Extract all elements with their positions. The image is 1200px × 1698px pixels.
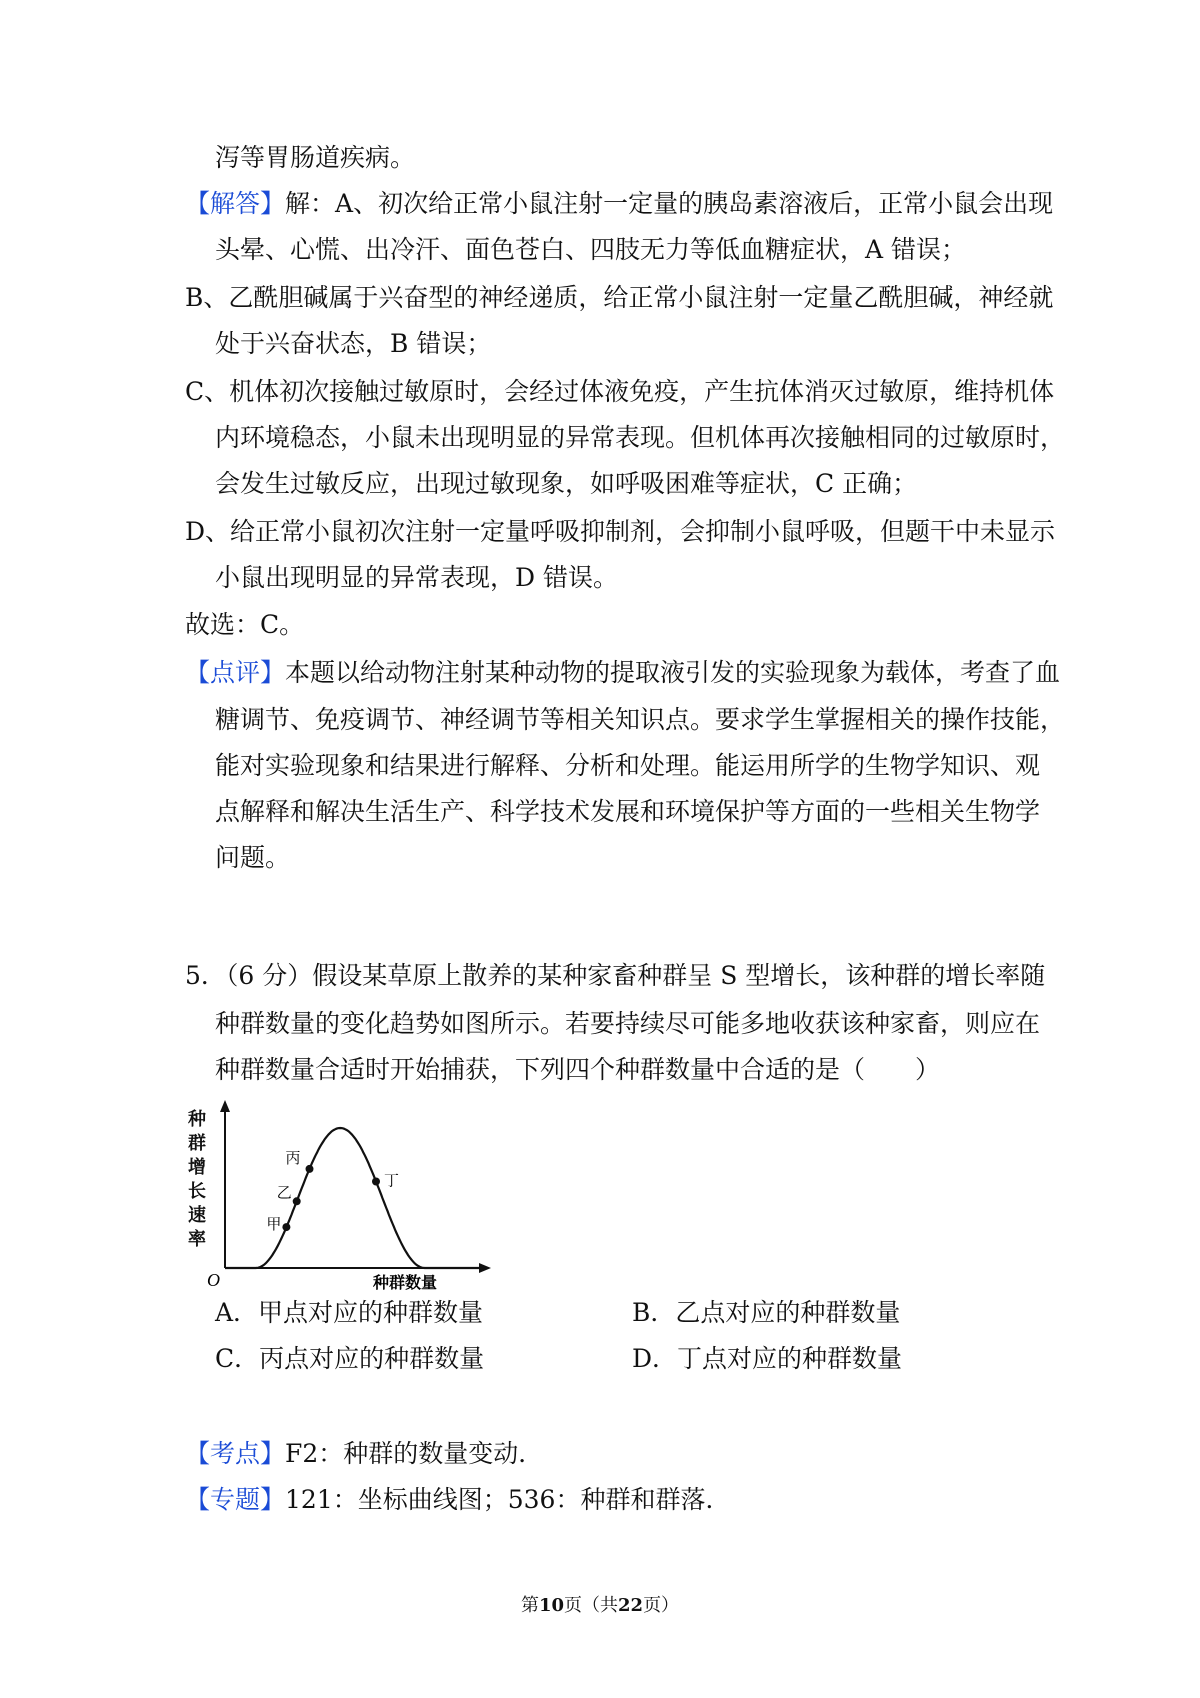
y-axis-arrow bbox=[220, 1100, 230, 1112]
x-axis-label: 种群数量 bbox=[373, 1273, 438, 1290]
option-d-line-2: 小鼠出现明显的异常表现，D 错误。 bbox=[215, 563, 618, 592]
answer-text: 解：A、初次给正常小鼠注射一定量的胰岛素溶液后，正常小鼠会出现 bbox=[285, 189, 1054, 218]
zhuanti-tag: 【专题】 bbox=[185, 1485, 286, 1514]
point-甲 bbox=[282, 1223, 290, 1231]
kaodian-tag: 【考点】 bbox=[185, 1439, 286, 1468]
footer-middle: 页（共 bbox=[564, 1595, 618, 1616]
answer-line-2: 头晕、心慌、出冷汗、面色苍白、四肢无力等低血糖症状，A 错误； bbox=[215, 235, 967, 264]
kaodian-line bbox=[185, 1436, 543, 1472]
choice-line: 故选：C。 bbox=[185, 610, 305, 639]
question5-line-3: 种群数量合适时开始捕获，下列四个种群数量中合适的是（ ） bbox=[215, 1055, 941, 1084]
option-c-line-3: 会发生过敏反应，出现过敏现象，如呼吸困难等症状，C 正确； bbox=[215, 469, 918, 498]
zhuanti-text: 121：坐标曲线图；536：种群和群落． bbox=[285, 1485, 731, 1514]
point-乙 bbox=[293, 1197, 301, 1205]
growth-rate-chart bbox=[185, 1100, 495, 1290]
chart-ylabel: 种群增长速率 bbox=[188, 1109, 206, 1250]
page-footer bbox=[0, 1594, 1200, 1618]
zhuanti-line bbox=[185, 1482, 730, 1518]
growth-curve bbox=[225, 1128, 481, 1268]
option-c-line-1: C、机体初次接触过敏原时，会经过体液免疫，产生抗体消灭过敏原，维持机体 bbox=[185, 377, 1055, 406]
footer-total: 22 bbox=[618, 1595, 644, 1616]
comment-line-2: 糖调节、免疫调节、神经调节等相关知识点。要求学生掌握相关的操作技能， bbox=[215, 705, 1066, 734]
question5-line-2: 种群数量的变化趋势如图所示。若要持续尽可能多地收获该种家畜，则应在 bbox=[215, 1009, 1041, 1038]
point-label-乙: 乙 bbox=[276, 1183, 292, 1202]
comment-tag: 【点评】 bbox=[185, 658, 286, 687]
answer-line-1 bbox=[185, 186, 1053, 222]
comment-line-1 bbox=[185, 655, 1060, 691]
kaodian-text: F2：种群的数量变动． bbox=[285, 1439, 544, 1468]
comment-text: 本题以给动物注射某种动物的提取液引发的实验现象为载体，考查了血 bbox=[285, 658, 1061, 687]
point-丙 bbox=[306, 1165, 314, 1173]
footer-page: 10 bbox=[538, 1595, 564, 1616]
option-d-line-1: D、给正常小鼠初次注射一定量呼吸抑制剂，会抑制小鼠呼吸，但题干中未显示 bbox=[185, 517, 1056, 546]
option-b-line-1: B、乙酰胆碱属于兴奋型的神经递质，给正常小鼠注射一定量乙酰胆碱，神经就 bbox=[185, 283, 1054, 312]
option-c[interactable]: C．丙点对应的种群数量 bbox=[215, 1344, 485, 1373]
option-b[interactable]: B．乙点对应的种群数量 bbox=[632, 1298, 901, 1327]
point-丁 bbox=[372, 1178, 380, 1186]
option-a[interactable]: A．甲点对应的种群数量 bbox=[215, 1298, 484, 1327]
option-c-line-2: 内环境稳态，小鼠未出现明显的异常表现。但机体再次接触相同的过敏原时， bbox=[215, 423, 1066, 452]
option-b-line-2: 处于兴奋状态，B 错误； bbox=[215, 329, 492, 358]
footer-suffix: 页） bbox=[643, 1595, 680, 1616]
comment-line-3: 能对实验现象和结果进行解释、分析和处理。能运用所学的生物学知识、观 bbox=[215, 751, 1041, 780]
point-label-丙: 丙 bbox=[285, 1148, 301, 1167]
answer-tag: 【解答】 bbox=[185, 189, 286, 218]
option-d[interactable]: D．丁点对应的种群数量 bbox=[632, 1344, 903, 1373]
footer-prefix: 第 bbox=[520, 1595, 539, 1616]
origin-label: O bbox=[207, 1270, 220, 1290]
answer-line-0: 泻等胃肠道疾病。 bbox=[215, 143, 416, 172]
point-label-丁: 丁 bbox=[384, 1171, 400, 1190]
point-label-甲: 甲 bbox=[266, 1215, 282, 1234]
comment-line-5: 问题。 bbox=[215, 843, 291, 872]
question5-line-1: 5．（6 分）假设某草原上散养的某种家畜种群呈 S 型增长，该种群的增长率随 bbox=[185, 961, 1046, 990]
comment-line-4: 点解释和解决生活生产、科学技术发展和环境保护等方面的一些相关生物学 bbox=[215, 797, 1041, 826]
